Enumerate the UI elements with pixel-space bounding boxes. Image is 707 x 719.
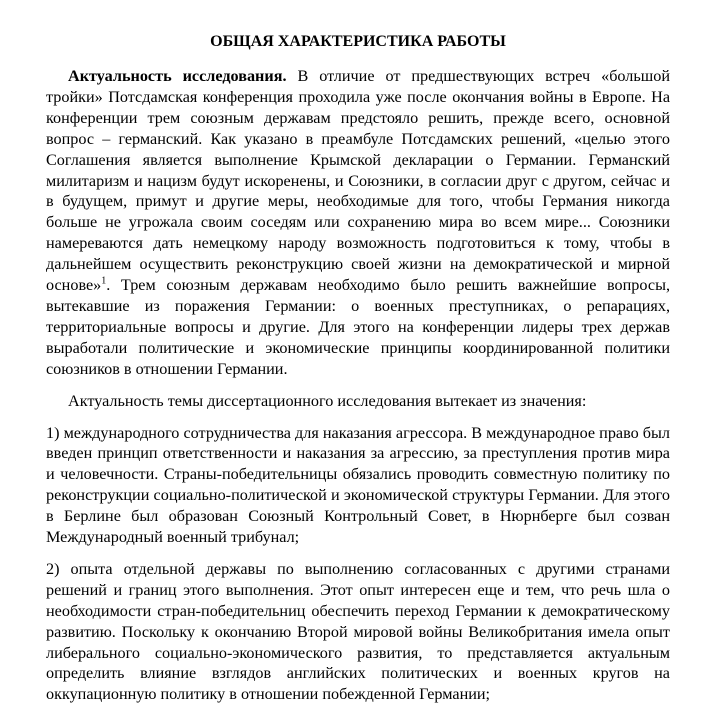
list-item-1: 1) международного сотрудничества для наказания агрессора. В международное право был введен принцип ответственности и наказания за агрессию, за преступления против мира и человечности. Страны-победительницы обязались проводить совместную политику по реконструкции социально-политической и экономической структуры Германии. Для этого в Берлине был образован Союзный Контрольный Совет, в Нюрнберге был созван Международный военный трибунал;: [46, 423, 670, 547]
paragraph-text: В отличие от предшествующих встреч «большой тройки» Потсдамская конференция проходила уже после окончания войны в Европе. На конференции трем союзным державам предстояло решить, прежде всего, основной вопрос – германский. Как указано в преамбуле Потсдамских решений, «целью этого Соглашения является выполнение Крымской декларации о Германии. Германский милитаризм и нацизм будут искоренены, и Союзники, в согласии друг с другом, сейчас и в будущем, примут и другие меры, необходимые для того, чтобы Германия никогда больше не угрожала своим соседям или сохранению мира во всем мире... Союзники намереваются дать немецкому народу возможность подготовиться к тому, чтобы в дальнейшем осуществить реконструкцию своей жизни на демократической и мирной основе»: [46, 67, 670, 295]
paragraph-tail: . Трем союзным державам необходимо было решить важнейшие вопросы, вытекавшие из поражения Германии: о военных преступниках, о репарациях, территориальные вопросы и другие. Для этого на конференции лидеры трех держав выработали политические и экономические принципы координированной политики союзников в отношении Германии.: [46, 276, 670, 378]
paragraph-topic-relevance: Актуальность темы диссертационного исследования вытекает из значения:: [68, 391, 587, 410]
paragraph-lead: Актуальность исследования.: [68, 67, 287, 85]
document-title: ОБЩАЯ ХАРАКТЕРИСТИКА РАБОТЫ: [210, 33, 506, 50]
paragraph-relevance: [46, 66, 670, 380]
list-item-2: 2) опыта отдельной державы по выполнению согласованных с другими странами решений и границ этого выполнения. Этот опыт интересен еще и тем, что речь шла о необходимости стран-победительниц обеспечить переход Германии к демократическому развитию. Поскольку к окончанию Второй мировой войны Великобритания имела опыт либерального социально-экономического развития, то представляется актуальным определить влияние взглядов английских политических и военных кругов на оккупационную политику в отношении побежденной Германии;: [46, 559, 670, 704]
footnote-marker[interactable]: 1: [101, 275, 107, 287]
